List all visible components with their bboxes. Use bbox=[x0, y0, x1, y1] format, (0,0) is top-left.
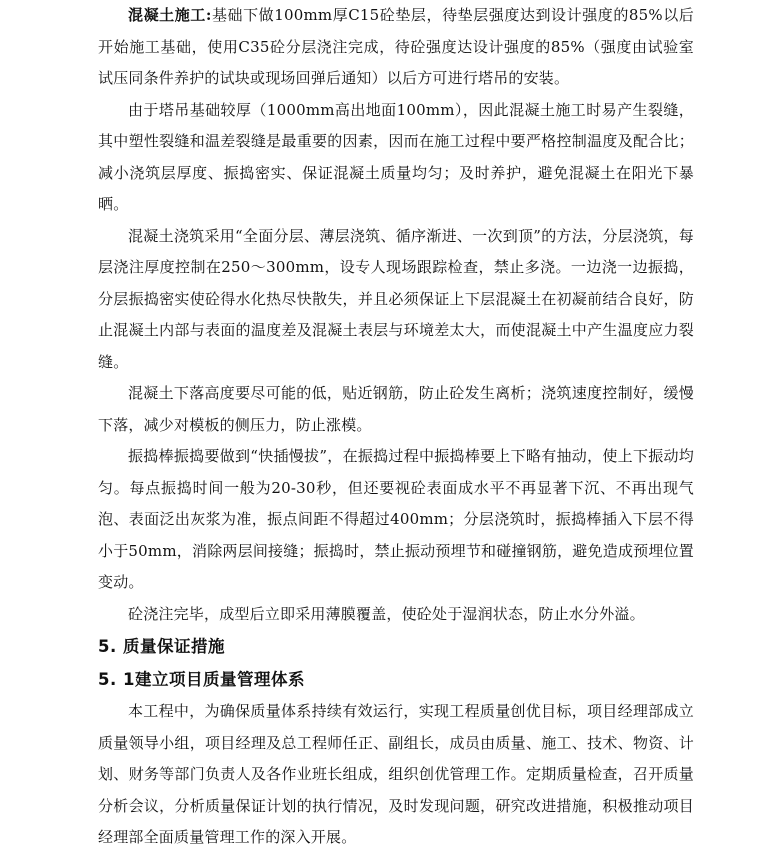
paragraph-lead-title: 混凝土施工: bbox=[128, 6, 212, 24]
paragraph-curing: 砼浇注完毕，成型后立即采用薄膜覆盖，使砼处于湿润状态，防止水分外溢。 bbox=[128, 604, 645, 623]
paragraph-quality-system: 本工程中，为确保质量体系持续有效运行，实现工程质量创优目标，项目经理部成立质量领导小组，项目经理及总工程师任正、副组长，成员由质量、施工、技术、物资、计划、财务等部门负责人及各作业班长组成，组织创优管理工作。定期质量检查，召开质量分析会议，分析质量保证计划的执行情况，及时发现问题，研究改进措施，积极推动项目经理部全面质量管理工作的深入开展。 bbox=[98, 702, 694, 846]
paragraph-vibration: 振捣棒振捣要做到“快插慢拔”，在振捣过程中振捣棒要上下略有抽动，使上下振动均匀。每点振捣时间一般为20-30秒，但还要视砼表面成水平不再显著下沉、不再出现气泡、表面泛出灰浆为准，振点间距不得超过400mm；分层浇筑时，振捣棒插入下层不得小于50mm，消除两层间接缝；振捣时，禁止振动预埋节和碰撞钢筋，避免造成预埋位置变动。 bbox=[98, 447, 694, 591]
subsection-heading-quality-system: 5. 1建立项目质量管理体系 bbox=[98, 670, 305, 689]
paragraph-pouring-method: 混凝土浇筑采用“全面分层、薄层浇筑、循序渐进、一次到顶”的方法，分层浇筑，每层浇注厚度控制在250～300mm，设专人现场跟踪检查，禁止多浇。一边浇一边振捣，分层振捣密实使砼得水化热尽快散失，并且必须保证上下层混凝土在初凝前结合良好，防止混凝土内部与表面的温度差及混凝土表层与环境差太大，而使混凝土中产生温度应力裂缝。 bbox=[98, 226, 694, 371]
paragraph-drop-height: 混凝土下落高度要尽可能的低，贴近钢筋，防止砼发生离析；浇筑速度控制好，缓慢下落，减少对模板的侧压力，防止涨模。 bbox=[98, 384, 694, 434]
section-heading-quality-measures: 5. 质量保证措施 bbox=[98, 637, 225, 656]
paragraph-crack-control: 由于塔吊基础较厚（1000mm高出地面100mm），因此混凝土施工时易产生裂缝，其中塑性裂缝和温差裂缝是最重要的因素，因而在施工过程中要严格控制温度及配合比；减小浇筑层厚度、振捣密实、保证混凝土质量均匀；及时养护，避免混凝土在阳光下暴晒。 bbox=[98, 100, 694, 213]
paragraph-body: 基础下做100mm厚C15砼垫层，待垫层强度达到设计强度的85%以后开始施工基础，使用C35砼分层浇注完成，待砼强度达设计强度的85%（强度由试验室试压同条件养护的试块或现场回弹后通知）以后方可进行塔吊的安装。 bbox=[98, 6, 694, 87]
document-page bbox=[98, 0, 694, 854]
paragraph-concrete-construction bbox=[98, 0, 694, 95]
